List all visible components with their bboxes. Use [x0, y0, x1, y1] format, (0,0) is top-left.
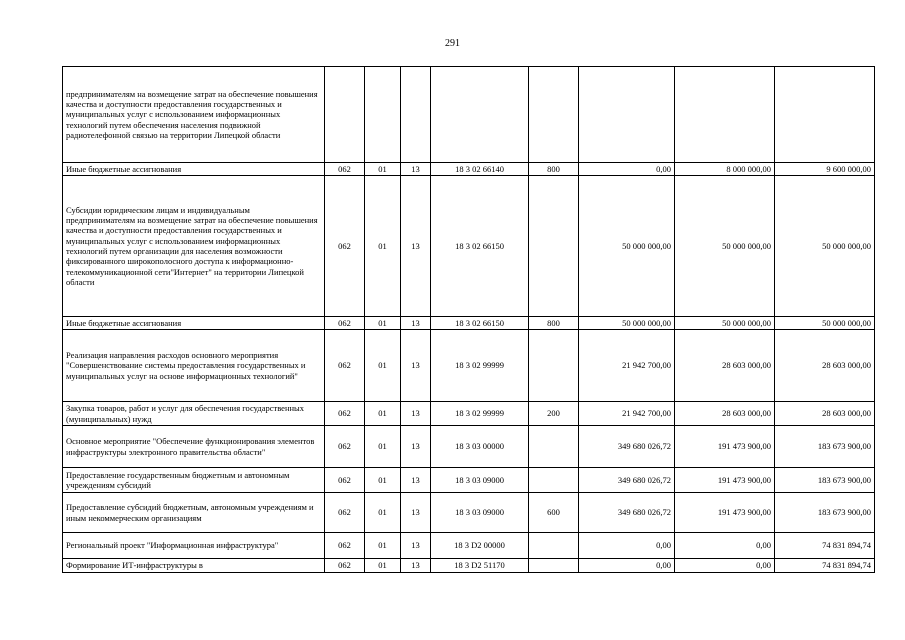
table-row [63, 317, 875, 330]
amount-year-2: 8 000 000,00 [675, 163, 775, 176]
section-code: 01 [365, 426, 401, 468]
ministry-code: 062 [325, 317, 365, 330]
table-row [63, 402, 875, 426]
target-code: 18 3 02 99999 [431, 330, 529, 402]
table-row [63, 426, 875, 468]
ministry-code: 062 [325, 402, 365, 426]
row-name: Иные бюджетные ассигнования [63, 163, 325, 176]
amount-year-1: 0,00 [579, 163, 675, 176]
target-code: 18 3 02 99999 [431, 402, 529, 426]
amount-year-1: 21 942 700,00 [579, 330, 675, 402]
amount-year-3: 183 673 900,00 [775, 426, 875, 468]
target-code: 18 3 D2 00000 [431, 533, 529, 559]
section-code: 01 [365, 330, 401, 402]
row-name: Реализация направления расходов основного мероприятия "Совершенствование системы предоставления государственных и муниципальных услуг на основе информационных технологий" [63, 330, 325, 402]
expense-type-code [529, 176, 579, 317]
amount-year-1: 349 680 026,72 [579, 493, 675, 533]
row-name: Предоставление государственным бюджетным и автономным учреждениям субсидий [63, 468, 325, 493]
ministry-code: 062 [325, 559, 365, 573]
subsection-code [401, 67, 431, 163]
amount-year-1: 50 000 000,00 [579, 317, 675, 330]
table-row [63, 559, 875, 573]
row-name: предпринимателям на возмещение затрат на обеспечение повышения качества и доступности предоставления государственных и муниципальных услуг с использованием информационных технологий путем обеспечения населения подвижной радиотелефонной связью на территории Липецкой области [63, 67, 325, 163]
section-code: 01 [365, 559, 401, 573]
expense-type-code [529, 533, 579, 559]
section-code [365, 67, 401, 163]
amount-year-3: 28 603 000,00 [775, 330, 875, 402]
amount-year-3: 74 831 894,74 [775, 559, 875, 573]
amount-year-2: 28 603 000,00 [675, 330, 775, 402]
expense-type-code: 800 [529, 317, 579, 330]
target-code [431, 67, 529, 163]
subsection-code: 13 [401, 317, 431, 330]
subsection-code: 13 [401, 493, 431, 533]
expense-type-code [529, 426, 579, 468]
table-row [63, 67, 875, 163]
expense-type-code: 800 [529, 163, 579, 176]
row-name: Субсидии юридическим лицам и индивидуальным предпринимателям на возмещение затрат на обеспечение повышения качества и доступности предоставления государственных и муниципальных услуг с использованием информационных технологий путем организации для населения возможности фиксированного широкополосного доступа к информационно-телекоммуникационной сети"Интернет" на территории Липецкой области [63, 176, 325, 317]
amount-year-3: 50 000 000,00 [775, 317, 875, 330]
amount-year-1: 21 942 700,00 [579, 402, 675, 426]
expense-type-code [529, 330, 579, 402]
table-row [63, 163, 875, 176]
amount-year-1: 349 680 026,72 [579, 468, 675, 493]
amount-year-2: 28 603 000,00 [675, 402, 775, 426]
ministry-code: 062 [325, 468, 365, 493]
target-code: 18 3 03 09000 [431, 493, 529, 533]
amount-year-3: 183 673 900,00 [775, 493, 875, 533]
amount-year-3: 28 603 000,00 [775, 402, 875, 426]
amount-year-2: 50 000 000,00 [675, 176, 775, 317]
row-name: Основное мероприятие "Обеспечение функционирования элементов инфраструктуры электронного правительства области" [63, 426, 325, 468]
subsection-code: 13 [401, 533, 431, 559]
section-code: 01 [365, 163, 401, 176]
ministry-code: 062 [325, 493, 365, 533]
amount-year-1: 0,00 [579, 559, 675, 573]
table-row [63, 330, 875, 402]
target-code: 18 3 02 66150 [431, 317, 529, 330]
expense-type-code [529, 559, 579, 573]
subsection-code: 13 [401, 330, 431, 402]
budget-table [62, 66, 875, 573]
section-code: 01 [365, 176, 401, 317]
target-code: 18 3 02 66140 [431, 163, 529, 176]
amount-year-3 [775, 67, 875, 163]
amount-year-2: 191 473 900,00 [675, 426, 775, 468]
subsection-code: 13 [401, 176, 431, 317]
row-name: Закупка товаров, работ и услуг для обеспечения государственных (муниципальных) нужд [63, 402, 325, 426]
ministry-code: 062 [325, 330, 365, 402]
section-code: 01 [365, 533, 401, 559]
amount-year-2: 0,00 [675, 559, 775, 573]
section-code: 01 [365, 317, 401, 330]
ministry-code: 062 [325, 426, 365, 468]
amount-year-3: 183 673 900,00 [775, 468, 875, 493]
row-name: Формирование ИТ-инфраструктуры в [63, 559, 325, 573]
ministry-code [325, 67, 365, 163]
section-code: 01 [365, 493, 401, 533]
amount-year-1 [579, 67, 675, 163]
expense-type-code: 600 [529, 493, 579, 533]
amount-year-3: 74 831 894,74 [775, 533, 875, 559]
subsection-code: 13 [401, 468, 431, 493]
target-code: 18 3 03 09000 [431, 468, 529, 493]
section-code: 01 [365, 402, 401, 426]
amount-year-2: 191 473 900,00 [675, 493, 775, 533]
section-code: 01 [365, 468, 401, 493]
ministry-code: 062 [325, 533, 365, 559]
table-row [63, 468, 875, 493]
target-code: 18 3 D2 51170 [431, 559, 529, 573]
amount-year-1: 349 680 026,72 [579, 426, 675, 468]
subsection-code: 13 [401, 559, 431, 573]
amount-year-2 [675, 67, 775, 163]
amount-year-2: 50 000 000,00 [675, 317, 775, 330]
table-row [63, 493, 875, 533]
page-number: 291 [445, 38, 460, 49]
row-name: Предоставление субсидий бюджетным, автономным учреждениям и иным некоммерческим организациям [63, 493, 325, 533]
amount-year-1: 50 000 000,00 [579, 176, 675, 317]
ministry-code: 062 [325, 163, 365, 176]
amount-year-1: 0,00 [579, 533, 675, 559]
expense-type-code [529, 67, 579, 163]
target-code: 18 3 03 00000 [431, 426, 529, 468]
subsection-code: 13 [401, 402, 431, 426]
subsection-code: 13 [401, 426, 431, 468]
target-code: 18 3 02 66150 [431, 176, 529, 317]
table-row [63, 176, 875, 317]
row-name: Региональный проект "Информационная инфраструктура" [63, 533, 325, 559]
expense-type-code [529, 468, 579, 493]
amount-year-3: 9 600 000,00 [775, 163, 875, 176]
row-name: Иные бюджетные ассигнования [63, 317, 325, 330]
amount-year-2: 0,00 [675, 533, 775, 559]
table-row [63, 533, 875, 559]
ministry-code: 062 [325, 176, 365, 317]
expense-type-code: 200 [529, 402, 579, 426]
subsection-code: 13 [401, 163, 431, 176]
amount-year-3: 50 000 000,00 [775, 176, 875, 317]
amount-year-2: 191 473 900,00 [675, 468, 775, 493]
